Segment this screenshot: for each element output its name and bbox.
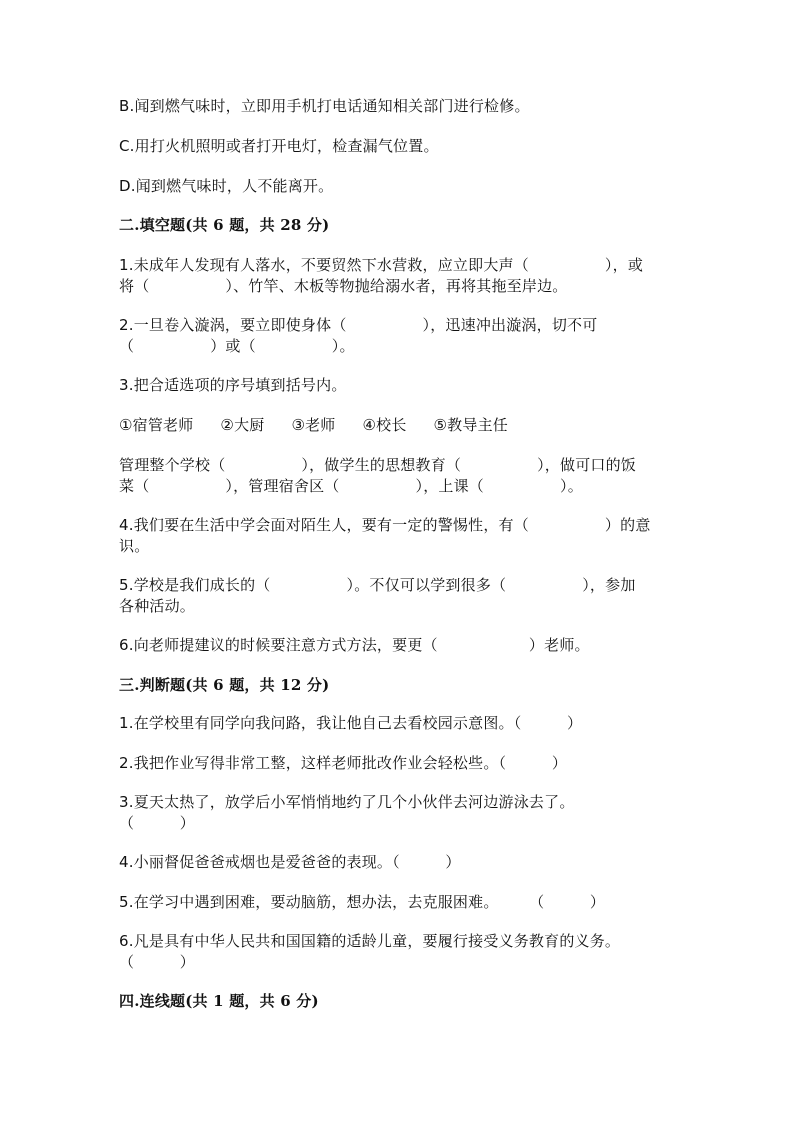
- judge-q3-line1: 3.夏天太热了，放学后小军悄悄地约了几个小伙伴去河边游泳去了。: [119, 793, 575, 811]
- fill-q1-line1: 1.未成年人发现有人落水，不要贸然下水营救，应立即大声（ ），或: [119, 256, 644, 274]
- fill-q5-line1: 5.学校是我们成长的（ ）。不仅可以学到很多（ ），参加: [119, 576, 636, 594]
- judge-q5: 5.在学习中遇到困难，要动脑筋，想办法，去克服困难。 （ ）: [119, 893, 606, 911]
- judge-q6-line2: （ ）: [119, 953, 196, 971]
- option-item: ③老师: [291, 416, 336, 434]
- judge-q6-line1: 6.凡是具有中华人民共和国国籍的适龄儿童，要履行接受义务教育的义务。: [119, 932, 621, 950]
- fill-q3-line3: 菜（ ），管理宿舍区（ ），上课（ ）。: [119, 477, 583, 495]
- fill-q3-line2: 管理整个学校（ ），做学生的思想教育（ ），做可口的饭: [119, 456, 637, 474]
- choice-option-b: B.闻到燃气味时，立即用手机打电话通知相关部门进行检修。: [119, 97, 530, 115]
- judge-q4: 4.小丽督促爸爸戒烟也是爱爸爸的表现。（ ）: [119, 853, 461, 871]
- fill-q5-line2: 各种活动。: [119, 597, 196, 615]
- fill-q4-line1: 4.我们要在生活中学会面对陌生人，要有一定的警惕性，有（ ）的意: [119, 516, 651, 534]
- section-heading-true-false: 三.判断题(共 6 题，共 12 分): [119, 676, 330, 694]
- judge-q3-line2: （ ）: [119, 814, 196, 832]
- choice-option-c: C.用打火机照明或者打开电灯，检查漏气位置。: [119, 137, 439, 155]
- fill-q6-line1: 6.向老师提建议的时候要注意方式方法，要更（ ）老师。: [119, 636, 590, 654]
- option-item: ⑤教导主任: [433, 416, 508, 434]
- option-item: ①宿管老师: [119, 416, 194, 434]
- fill-q2-line2: （ ）或（ ）。: [119, 337, 355, 355]
- fill-q3-options: [119, 415, 719, 435]
- option-item: ②大厨: [220, 416, 265, 434]
- fill-q4-line2: 识。: [119, 537, 150, 555]
- judge-q1: 1.在学校里有同学向我问路，我让他自己去看校园示意图。（ ）: [119, 714, 583, 732]
- fill-q3-instruction: 3.把合适选项的序号填到括号内。: [119, 376, 347, 394]
- fill-q1-line2: 将（ ）、竹竿、木板等物抛给溺水者，再将其拖至岸边。: [119, 277, 568, 295]
- section-heading-fill-in: 二.填空题(共 6 题，共 28 分): [119, 216, 330, 234]
- judge-q2: 2.我把作业写得非常工整，这样老师批改作业会轻松些。（ ）: [119, 754, 568, 772]
- section-heading-matching: 四.连线题(共 1 题，共 6 分): [119, 992, 319, 1010]
- option-item: ④校长: [362, 416, 407, 434]
- fill-q2-line1: 2.一旦卷入漩涡，要立即使身体（ ），迅速冲出漩涡，切不可: [119, 316, 598, 334]
- choice-option-d: D.闻到燃气味时，人不能离开。: [119, 177, 334, 195]
